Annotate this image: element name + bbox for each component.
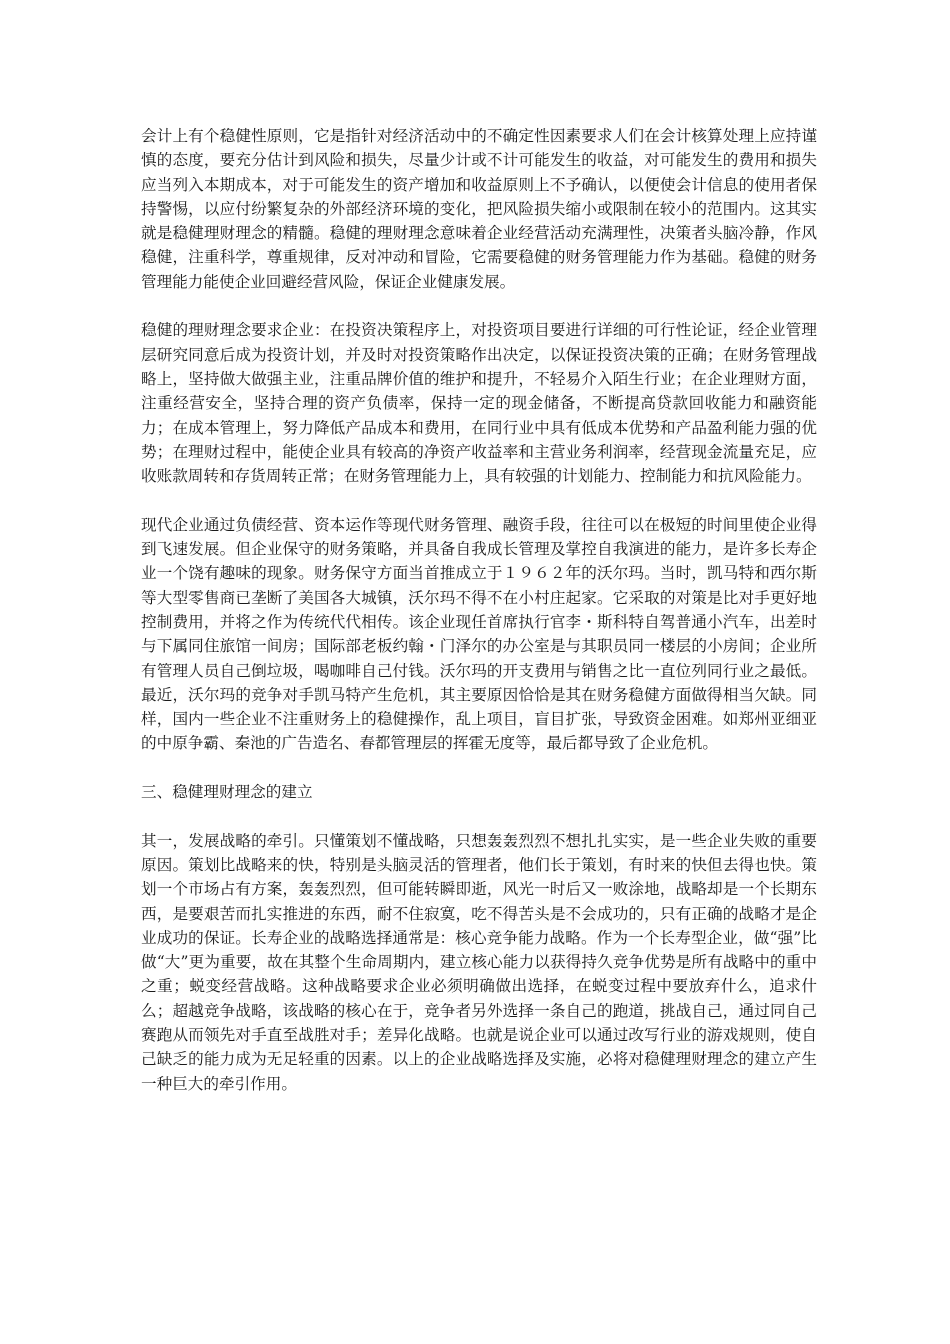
section-heading: 三、稳健理财理念的建立 [141,783,313,802]
document-body [141,124,817,1120]
paragraph-prudence-principle: 会计上有个稳健性原则，它是指针对经济活动中的不确定性因素要求人们在会计核算处理上应持谨慎的态度，要充分估计到风险和损失，尽量少计或不计可能发生的收益，对可能发生的费用和损失应当列入本期成本，对于可能发生的资产增加和收益原则上不予确认，以便使会计信息的使用者保持警惕，以应付纷繁复杂的外部经济环境的变化，把风险损失缩小或限制在较小的范围内。这其实就是稳健理财理念的精髓。稳健的理财理念意味着企业经营活动充满理性，决策者头脑冷静，作风稳健，注重科学，尊重规律，反对冲动和冒险，它需要稳健的财务管理能力作为基础。稳健的财务管理能力能使企业回避经营风险，保证企业健康发展。 [141,127,817,291]
paragraph-strategy-traction: 其一，发展战略的牵引。只懂策划不懂战略，只想轰轰烈烈不想扎扎实实，是一些企业失败的重要原因。策划比战略来的快，特别是头脑灵活的管理者，他们长于策划，有时来的快但去得也快。策划一个市场占有方案，轰轰烈烈，但可能转瞬即逝，风光一时后又一败涂地，战略却是一个长期东西，是要艰苦而扎实推进的东西，耐不住寂寞，吃不得苦头是不会成功的，只有正确的战略才是企业成功的保证。长寿企业的战略选择通常是：核心竞争能力战略。作为一个长寿型企业，做“强”比做“大”更为重要，故在其整个生命周期内，建立核心能力以获得持久竞争优势是所有战略中的重中之重；蜕变经营战略。这种战略要求企业必须明确做出选择，在蜕变过程中要放弃什么，追求什么；超越竞争战略，该战略的核心在于，竞争者另外选择一条自己的跑道，挑战自己，通过同自己赛跑从而领先对手直至战胜对手；差异化战略。也就是说企业可以通过改写行业的游戏规则，使自己缺乏的能力成为无足轻重的因素。以上的企业战略选择及实施，必将对稳健理财理念的建立产生一种巨大的牵引作用。 [141,831,817,1093]
paragraph-walmart-example: 现代企业通过负债经营、资本运作等现代财务管理、融资手段，往往可以在极短的时间里使企业得到飞速发展。但企业保守的财务策略，并具备自我成长管理及掌控自我演进的能力，是许多长寿企业一个饶有趣味的现象。财务保守方面当首推成立于１９６２年的沃尔玛。当时，凯马特和西尔斯等大型零售商已垄断了美国各大城镇，沃尔玛不得不在小村庄起家。它采取的对策是比对手更好地控制费用，并将之作为传统代代相传。该企业现任首席执行官李・斯科特自驾普通小汽车，出差时与下属同住旅馆一间房；国际部老板约翰・门泽尔的办公室是与其职员同一楼层的小房间；企业所有管理人员自己倒垃圾，喝咖啡自己付钱。沃尔玛的开支费用与销售之比一直位列同行业之最低。最近，沃尔玛的竞争对手凯马特产生危机，其主要原因恰恰是其在财务稳健方面做得相当欠缺。同样，国内一些企业不注重财务上的稳健操作，乱上项目，盲目扩张，导致资金困难。如郑州亚细亚的中原争霸、秦池的广告造名、春都管理层的挥霍无度等，最后都导致了企业危机。 [141,515,817,753]
paragraph-prudent-requirements: 稳健的理财理念要求企业：在投资决策程序上，对投资项目要进行详细的可行性论证，经企业管理层研究同意后成为投资计划，并及时对投资策略作出决定，以保证投资决策的正确；在财务管理战略上，坚持做大做强主业，注重品牌价值的维护和提升，不轻易介入陌生行业；在企业理财方面，注重经营安全，坚持合理的资产负债率，保持一定的现金储备，不断提高贷款回收能力和融资能力；在成本管理上，努力降低产品成本和费用，在同行业中具有低成本优势和产品盈利能力强的优势；在理财过程中，能使企业具有较高的净资产收益率和主营业务利润率，经营现金流量充足，应收账款周转和存货周转正常；在财务管理能力上，具有较强的计划能力、控制能力和抗风险能力。 [141,321,817,486]
